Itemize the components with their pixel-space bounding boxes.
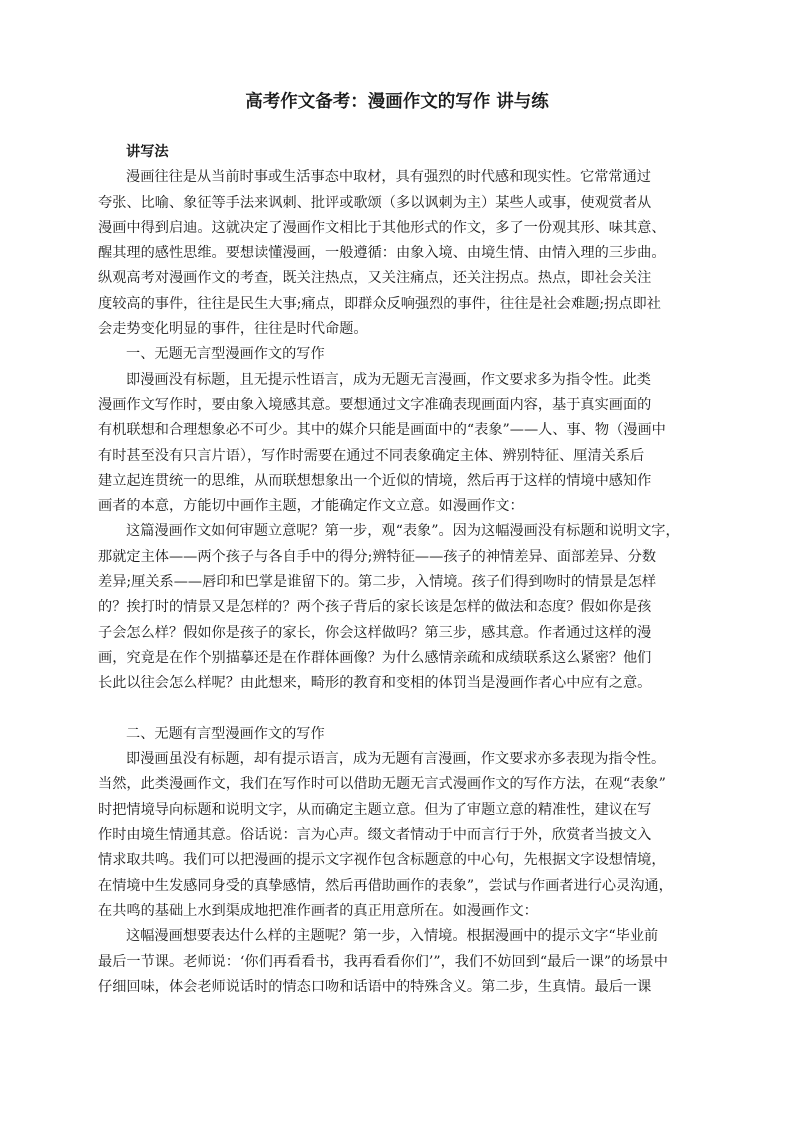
text-line: 漫画中得到启迪。这就决定了漫画作文相比于其他形式的作文，多了一份观其形、味其意、 [98,219,666,236]
section-heading: 讲写法 [126,144,169,160]
text-line: 画者的本意，方能切中画作主题，才能确定作文立意。如漫画作文： [98,498,524,515]
text-line: 这幅漫画想要表达什么样的主题呢？第一步，入情境。根据漫画中的提示文字“毕业前 [126,928,659,945]
text-line: 有机联想和合理想象必不可少。其中的媒介只能是画面中的“表象”——人、事、物（漫画中 [98,422,666,439]
text-line: 长此以往会怎么样呢？由此想来，畸形的教育和变相的体罚当是漫画作者心中应有之意。 [98,675,652,692]
paragraph-lines [98,165,710,1000]
text-line: 在情境中生发感同身受的真挚感情，然后再借助画作的表象”，尝试与作画者进行心灵沟通， [98,877,673,894]
text-line: 建立起连贯统一的思维，从而联想想象出一个近似的情境，然后再于这样的情境中感知作 [98,472,652,489]
text-line: 最后一节课。老师说：‘你们再看看书，我再看看你们’”，我们不妨回到“最后一课”的场景中 [98,953,668,970]
subsection-heading: 二、无题有言型漫画作文的写作 [126,725,325,742]
subsection-heading: 一、无题无言型漫画作文的写作 [126,346,325,363]
text-line: 当然，此类漫画作文，我们在写作时可以借助无题无言式漫画作文的写作方法，在观“表象” [98,776,666,793]
text-line: 仔细回味，体会老师说话时的情态口吻和话语中的特殊含义。第二步，生真情。最后一课 [98,978,652,995]
text-line: 即漫画虽没有标题，却有提示语言，成为无题有言漫画，作文要求亦多表现为指令性。 [126,751,666,768]
document-title: 高考作文备考：漫画作文的写作 讲与练 [245,92,549,112]
text-line: 漫画作文写作时，要由象入境感其意。要想通过文字准确表现画面内容，基于真实画面的 [98,396,652,413]
text-line: 有时甚至没有只言片语），写作时需要在通过不同表象确定主体、辨别特征、厘清关系后 [98,447,645,464]
text-line: 漫画往往是从当前时事或生活事态中取材，具有强烈的时代感和现实性。它常常通过 [126,169,651,186]
blank-line [98,697,710,722]
text-line: 纵观高考对漫画作文的考查，既关注热点，又关注痛点，还关注拐点。热点，即社会关注 [98,270,652,287]
text-line: 这篇漫画作文如何审题立意呢？第一步，观“表象”。因为这幅漫画没有标题和说明文字， [126,523,680,540]
text-line: 作时由境生情通其意。俗话说：言为心声。缀文者情动于中而言行于外，欣赏者当披文入 [98,827,652,844]
text-line: 子会怎么样？假如你是孩子的家长，你会这样做吗？第三步，感其意。作者通过这样的漫 [98,624,652,641]
text-line: 会走势变化明显的事件，往往是时代命题。 [98,321,368,338]
text-line: 情求取共鸣。我们可以把漫画的提示文字视作包含标题意的中心句，先根据文字设想情境， [98,852,666,869]
text-line: 醒其理的感性思维。要想读懂漫画，一般遵循：由象入境、由境生情、由情入理的三步曲。 [98,245,666,262]
text-line: 差异;厘关系——唇印和巴掌是谁留下的。第二步，入情境。孩子们得到吻时的情景是怎样 [98,574,657,591]
text-line: 那就定主体——两个孩子与各自手中的得分;辨特征——孩子的神情差异、面部差异、分数 [98,548,657,565]
text-line: 时把情境导向标题和说明文字，从而确定主题立意。但为了审题立意的精准性，建议在写 [98,801,652,818]
text-line: 在共鸣的基础上水到渠成地把准作画者的真正用意所在。如漫画作文： [98,902,538,919]
text-line: 度较高的事件，往往是民生大事;痛点，即群众反响强烈的事件，往往是社会难题;拐点即社 [98,295,661,312]
text-line: 画，究竟是在作个别描摹还是在作群体画像？为什么感情亲疏和成绩联系这么紧密？他们 [98,649,652,666]
document-body [98,140,710,1000]
text-line: 的？挨打时的情景又是怎样的？两个孩子背后的家长该是怎样的做法和态度？假如你是孩 [98,599,652,616]
text-line: 夸张、比喻、象征等手法来讽刺、批评或歌颂（多以讽刺为主）某些人或事，使观赏者从 [98,194,652,211]
text-line: 即漫画没有标题，且无提示性语言，成为无题无言漫画，作文要求多为指令性。此类 [126,371,651,388]
